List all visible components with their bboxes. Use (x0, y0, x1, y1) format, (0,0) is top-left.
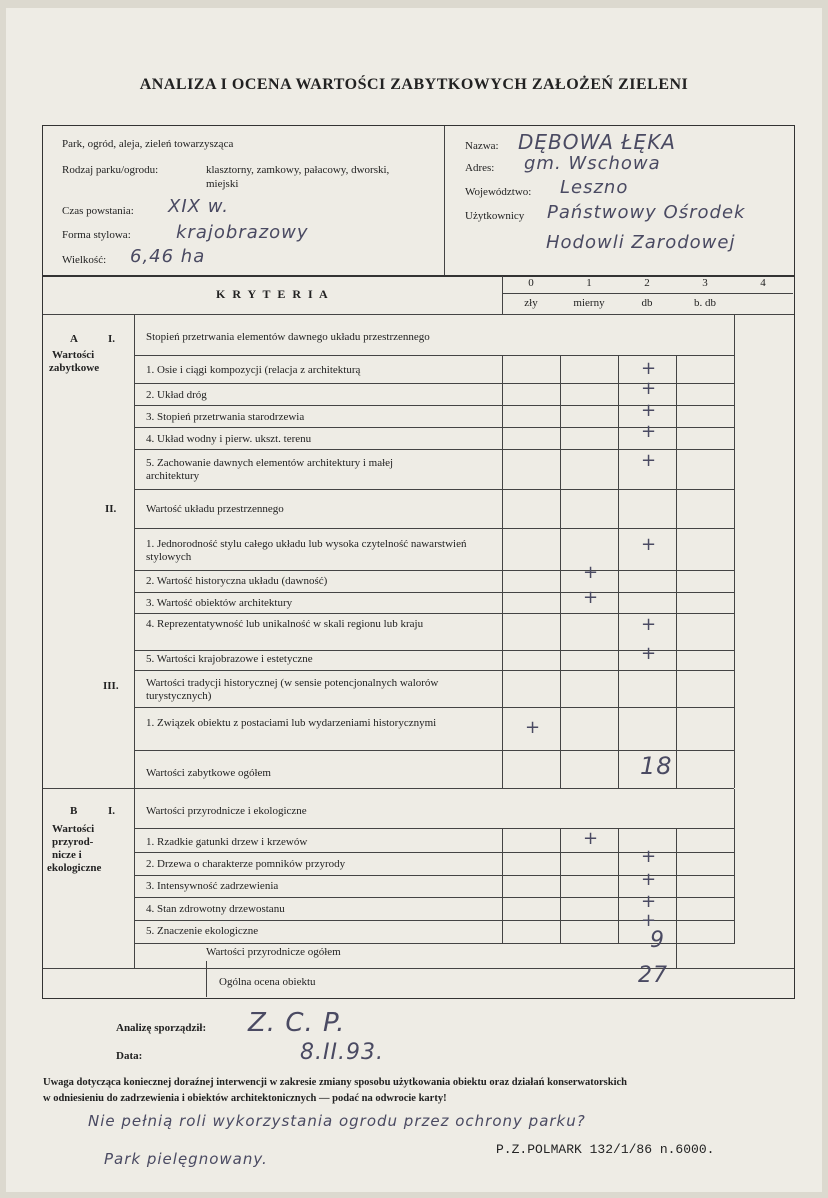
criterion-row: 1. Osie i ciągi kompozycji (relacja z architekturą (146, 364, 361, 376)
criterion-row: 4. Reprezentatywność lub unikalność w skali regionu lub kraju (146, 618, 424, 630)
score-3: 3 (702, 277, 708, 289)
criterion-row: 1. Rzadkie gatunki drzew i krzewów (146, 836, 308, 848)
footer-note-2: w odniesieniu do zadrzewienia i obiektów architektonicznych — podać na odwrocie karty! (43, 1093, 447, 1104)
row-line (134, 592, 734, 593)
adres-label: Adres: (465, 162, 495, 174)
score-1: 1 (586, 277, 592, 289)
handwritten-note-2: Park pielęgnowany. (104, 1150, 268, 1168)
criterion-row: 4. Układ wodny i pierw. ukszt. terenu (146, 433, 312, 445)
score-mark: + (641, 358, 657, 379)
section-a-title-1: Wartości (52, 349, 95, 361)
col-line (734, 789, 735, 944)
criterion-row: 3. Stopień przetrwania starodrzewia (146, 411, 305, 423)
adres-value: gm. Wschowa (524, 153, 661, 174)
criterion-row: 4. Stan zdrowotny drzewostanu (146, 903, 285, 915)
header-divider (444, 126, 445, 275)
row-line (134, 828, 734, 829)
col-line (502, 828, 503, 944)
grade-0: zły (524, 297, 538, 309)
park-type-line: Park, ogród, aleja, zieleń towarzysząca (62, 138, 234, 150)
group-heading: Stopień przetrwania elementów dawnego układu przestrzennego (146, 331, 430, 343)
nazwa-label: Nazwa: (465, 140, 499, 152)
criterion-row: 1. Jednorodność stylu całego układu lub wysoka czytelność nawarstwień stylowych (146, 538, 467, 563)
row-line (502, 293, 793, 294)
section-b-title-1: Wartości (52, 823, 95, 835)
analyst-label: Analizę sporządził: (116, 1022, 207, 1034)
section-a-roman-2: II. (105, 503, 117, 515)
page-title: ANALIZA I OCENA WARTOŚCI ZABYTKOWYCH ZAŁOŻEŃ ZIELENI (139, 76, 689, 93)
row-line (134, 943, 734, 944)
col-line (734, 315, 735, 788)
grade-1: mierny (573, 297, 605, 309)
score-mark: + (583, 828, 599, 849)
row-line (134, 707, 734, 708)
overall-label: Ogólna ocena obiektu (219, 976, 316, 988)
row-line (43, 314, 794, 315)
score-mark: + (641, 378, 657, 399)
score-mark: + (641, 614, 657, 635)
row-line (134, 570, 734, 571)
overall-value: 27 (638, 963, 668, 988)
col-line (560, 828, 561, 944)
score-mark: + (641, 643, 657, 664)
score-mark: + (583, 562, 599, 583)
date-label: Data: (116, 1050, 143, 1062)
criterion-row: 5. Zachowanie dawnych elementów architektury i małej architektury (146, 457, 394, 482)
uzytkownicy-label: Użytkownicy (465, 210, 525, 222)
rodzaj-options: klasztorny, zamkowy, pałacowy, dworski, (206, 164, 390, 176)
col-line (676, 828, 677, 968)
section-b-title-4: ekologiczne (47, 862, 102, 874)
rodzaj-label: Rodzaj parku/ogrodu: (62, 164, 159, 176)
footer-note-1: Uwaga dotycząca koniecznej doraźnej interwencji w zakresie zmiany sposobu użytkowania obiektu oraz działań konserwatorskich (43, 1077, 627, 1088)
wojewodztwo-value: Leszno (560, 177, 629, 198)
czas-value: XIX w. (168, 196, 229, 217)
forma-value: krajobrazowy (176, 222, 309, 243)
row-line (43, 968, 794, 969)
criterion-row: 2. Wartość historyczna układu (dawność) (146, 575, 328, 587)
row-line (134, 528, 734, 529)
criterion-row: 3. Wartość obiektów architektury (146, 597, 293, 609)
score-mark: + (641, 450, 657, 471)
total-value-b: 9 (650, 928, 665, 953)
section-a-roman-1: I. (108, 333, 116, 345)
col-line (560, 355, 561, 788)
score-mark: + (641, 534, 657, 555)
rodzaj-options-2: miejski (206, 178, 239, 190)
section-b-title-2: przyrod- (52, 836, 94, 848)
wojewodztwo-label: Województwo: (465, 186, 532, 198)
row-line (43, 788, 734, 789)
score-mark: + (641, 400, 657, 421)
criteria-label: K R Y T E R I A (216, 287, 330, 301)
section-b-letter: B (70, 805, 78, 817)
section-a-letter: A (70, 333, 78, 345)
col-line (618, 828, 619, 944)
row-line (134, 670, 734, 671)
row-line (134, 750, 734, 751)
uzytkownicy-value-1: Państwowy Ośrodek (547, 202, 746, 223)
col-line (502, 355, 503, 788)
handwritten-note-1: Nie pełnią roli wykorzystania ogrodu przez ochrony parku? (88, 1112, 586, 1130)
total-label-b: Wartości przyrodnicze ogółem (206, 946, 341, 958)
criterion-row: 1. Związek obiektu z postaciami lub wydarzeniami historycznymi (146, 717, 437, 729)
section-b-title-3: nicze i (52, 849, 82, 861)
score-mark: + (641, 869, 657, 890)
nazwa-value: DĘBOWA ŁĘKA (518, 130, 676, 154)
wielkosc-value: 6,46 ha (130, 246, 206, 267)
criterion-row: 2. Drzewa o charakterze pomników przyrody (146, 858, 346, 870)
grade-2: db (641, 297, 653, 309)
row-line (134, 355, 734, 356)
col-line (676, 355, 677, 788)
score-0: 0 (528, 277, 534, 289)
score-mark: + (641, 891, 657, 912)
col-line (206, 961, 207, 997)
section-b-roman: I. (108, 805, 116, 817)
forma-label: Forma stylowa: (62, 229, 131, 241)
czas-label: Czas powstania: (62, 205, 134, 217)
section-a-roman-3: III. (103, 680, 119, 692)
analyst-signature: Z. C. P. (248, 1008, 346, 1038)
printer-imprint: P.Z.POLMARK 132/1/86 n.6000. (496, 1142, 715, 1157)
criterion-row: 5. Wartości krajobrazowe i estetyczne (146, 653, 313, 665)
criterion-row: 3. Intensywność zadrzewienia (146, 880, 279, 892)
score-mark: + (641, 421, 657, 442)
criterion-row: 5. Znaczenie ekologiczne (146, 925, 259, 937)
score-2: 2 (644, 277, 650, 289)
date-value: 8.II.93. (300, 1040, 384, 1065)
grade-3: b. db (694, 297, 716, 309)
section-a-title-2: zabytkowe (49, 362, 100, 374)
score-4: 4 (760, 277, 766, 289)
uzytkownicy-value-2: Hodowli Zarodowej (546, 232, 736, 253)
col-line (134, 315, 135, 969)
row-line (134, 489, 734, 490)
score-mark: + (641, 846, 657, 867)
group-heading: Wartość układu przestrzennego (146, 503, 284, 515)
score-mark: + (525, 717, 541, 738)
criterion-row: 2. Układ dróg (146, 389, 207, 401)
col-line (618, 355, 619, 788)
group-heading: Wartości tradycji historycznej (w sensie potencjonalnych walorów turystycznych) (146, 677, 439, 702)
total-label-a: Wartości zabytkowe ogółem (146, 767, 271, 779)
score-mark: + (641, 910, 657, 931)
score-mark: + (583, 587, 599, 608)
total-value-a: 18 (640, 752, 673, 780)
wielkosc-label: Wielkość: (62, 254, 107, 266)
group-heading: Wartości przyrodnicze i ekologiczne (146, 805, 307, 817)
